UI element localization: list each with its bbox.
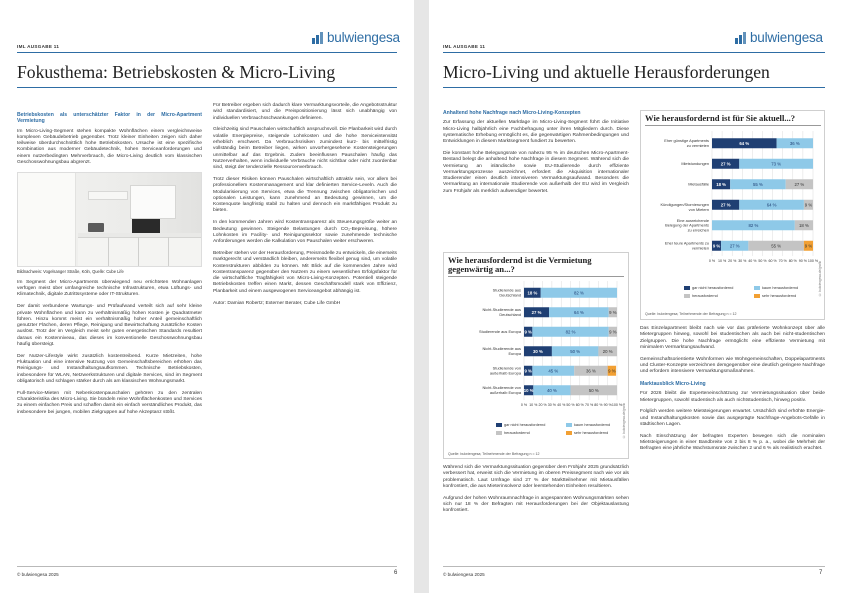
data-label: 64 % bbox=[766, 202, 777, 208]
right-column-1-bottom bbox=[443, 465, 629, 520]
page-number: 6 bbox=[394, 570, 398, 576]
legend-label: sehr herausfordernd bbox=[574, 431, 609, 435]
brand-name: bulwiengesa bbox=[327, 30, 400, 45]
page-title: Fokusthema: Betriebskosten & Micro-Living bbox=[17, 62, 336, 82]
data-label: 20 % bbox=[602, 348, 613, 354]
data-label: 64 % bbox=[739, 140, 750, 146]
data-label: 9 % bbox=[804, 202, 813, 208]
legend-label: herausfordernd bbox=[692, 294, 718, 298]
x-tick-label: 90 % bbox=[603, 403, 612, 407]
paragraph: Für 2026 bleibt die Experteneinschätzung zur Vermietungssituation über beide Mietergruppen, sowohl studentisch als auch nichtstudentisch, hinweg positiv. bbox=[640, 391, 825, 403]
data-label: 9 % bbox=[609, 329, 617, 335]
chart-credit: © bulwiengesa.de/grafik bbox=[622, 403, 626, 439]
x-tick-label: 100 % bbox=[611, 403, 623, 407]
footer-copyright: © bulwiengesa 2025 bbox=[17, 572, 59, 577]
data-label: 18 % bbox=[527, 290, 538, 296]
x-tick-label: 80 % bbox=[788, 259, 797, 263]
category-label: Kündigungen/Stornierungen bbox=[660, 202, 709, 208]
legend-item bbox=[566, 431, 608, 435]
legend-swatch bbox=[754, 286, 760, 290]
data-label: 30 % bbox=[533, 348, 543, 354]
header-rule bbox=[443, 52, 825, 53]
category-label: Nicht-Studierende aus bbox=[482, 346, 521, 352]
legend-label: gar nicht herausfordernd bbox=[692, 286, 734, 290]
page-title: Micro-Living und aktuelle Herausforderungen bbox=[443, 62, 770, 82]
category-label: Mietstundungen bbox=[681, 161, 709, 167]
data-label: 9 % bbox=[524, 368, 532, 374]
data-label: 45 % bbox=[548, 368, 559, 374]
x-tick-label: 20 % bbox=[728, 259, 737, 263]
paragraph: Nach Einschätzung der befragten Experten bewegen sich die nominalen Mietsteigerungen in einer Bandbreite von 2 bis 8 % p. a., wobei die Mehrheit der Befragten eine jährliche Wachstumsrate zwischen 2 und 6 % als realistisch erachtet. bbox=[640, 433, 825, 452]
paragraph: Der damit verbundene Wartungs- und Prüfaufwand verteilt sich auf sehr kleine private Wohnflächen und kann zu verhältnismäßig hohen Kosten je Quadratmeter führen. Hinzu kommt meist ein verhältnismäßig hoher Anteil gemeinschaftlich genutzter Flächen, deren Pflege, Reinigung und Bewirtschaftung zusätzliche Kosten auslöst. Trotz der im Vergleich meist sehr guten energetischen Standards resultiert daraus ein Kostenniveau, das dieses im konventionelle Geschosswohnungsbau häufig übersteigt. bbox=[17, 304, 202, 348]
right-column-1-top bbox=[443, 110, 629, 201]
x-tick-label: 100 % bbox=[807, 259, 819, 263]
legend-label: kaum herausfordernd bbox=[574, 423, 611, 427]
data-label: 36 % bbox=[789, 140, 800, 146]
issue-label: IML AUSGABE 11 bbox=[17, 44, 60, 49]
data-label: 55 % bbox=[753, 181, 763, 187]
paragraph: Im Segment der Micro-Apartments überwiegend neu errichteten Wohnanlagen verfügen meist über umfangreiche technische Infrastrukturen, etwa Lüftungs- und Klimatechnik, digitale Zutrittssysteme oder IT-Strukturen. bbox=[17, 279, 202, 298]
category-label: Mietausfälle bbox=[688, 181, 709, 187]
x-tick-label: 50 % bbox=[758, 259, 767, 263]
legend-label: sehr herausfordernd bbox=[762, 294, 797, 298]
x-tick-label: 40 % bbox=[748, 259, 757, 263]
brand-name: bulwiengesa bbox=[750, 30, 823, 45]
chart-vermietung bbox=[443, 252, 629, 459]
x-tick-label: 60 % bbox=[575, 403, 584, 407]
legend-label: kaum herausfordernd bbox=[762, 286, 799, 290]
legend-item bbox=[684, 286, 733, 290]
section-heading: Anhaltend hohe Nachfrage nach Micro-Living-Konzepten bbox=[443, 110, 581, 116]
data-label: 64 % bbox=[573, 309, 584, 315]
footer-rule bbox=[443, 566, 825, 567]
x-tick-label: 90 % bbox=[798, 259, 808, 263]
category-label: Nicht-Studierende von bbox=[482, 385, 521, 391]
legend-swatch bbox=[496, 423, 502, 427]
paragraph: Während sich die Vermarktungssituation gegenüber dem Frühjahr 2025 grundsätzlich verbessert hat, erweist sich die Vermietung im oberen Preissegment nach wie vor als problematisch. Laut Umfrage sind 27 % der Marktteilnehmer mit Mietausfällen konfrontiert, die aus Mieterinsolvenz oder leerstehenden Einheiten resultieren. bbox=[443, 465, 629, 489]
legend-swatch bbox=[684, 286, 690, 290]
legend-item bbox=[496, 431, 530, 435]
x-tick-label: 40 % bbox=[557, 403, 566, 407]
category-label: zu erreichen bbox=[687, 227, 709, 233]
category-label: von Mietern bbox=[688, 206, 709, 212]
data-label: 50 % bbox=[570, 348, 581, 354]
category-label: außerhalb Europa bbox=[489, 370, 521, 376]
legend-item bbox=[684, 294, 718, 298]
x-tick-label: 80 % bbox=[594, 403, 603, 407]
legend-item bbox=[496, 423, 545, 427]
section-heading: Betriebskosten als unterschätzter Faktor in der Micro-Apartment Vermietung bbox=[17, 112, 202, 125]
chart-credit: © bulwiengesa.de/grafik bbox=[818, 261, 822, 297]
x-tick-label: 0 % bbox=[520, 403, 528, 407]
category-label: Eher günstige Apartments bbox=[664, 138, 709, 144]
bulwiengesa-logo-icon bbox=[735, 32, 747, 44]
data-label: 9 % bbox=[608, 368, 616, 374]
issue-label: IML AUSGABE 11 bbox=[443, 44, 486, 49]
data-label: 82 % bbox=[565, 329, 576, 335]
footer-rule bbox=[17, 566, 397, 567]
x-tick-label: 0 % bbox=[708, 259, 716, 263]
paragraph: In den kommenden Jahren wird Kostentransparenz als Steuerungsgröße weiter an Bedeutung gewinnen. Steigende Belastungen durch CO₂-Bepreisung, höhere Lohnkosten im Facility- und Reinigungssektor sowie zunehmende technische Anforderungen werden die Kalkulation von Pauschalen weiter erschweren. bbox=[213, 220, 397, 245]
section-heading: Marktausblick Micro-Living bbox=[640, 381, 706, 388]
category-label: außerhalb Europa bbox=[489, 389, 521, 395]
category-label: Studierende aus Europa bbox=[479, 329, 521, 335]
x-tick-label: 70 % bbox=[584, 403, 594, 407]
title-rule bbox=[17, 87, 397, 88]
left-column-1 bbox=[17, 112, 202, 422]
paragraph: Zur Erfassung der aktuellen Marktlage im Micro-Living-Segment führt die Initiative Micro-Living halbjährlich eine Fachbefragung unter ihren Mitgliedern durch. Diese systematische Erhebung ermöglicht es, die gegenwärtigen Rahmenbedingungen und Entwicklungen in diesem Marktsegment fundiert zu bewerten. bbox=[443, 120, 629, 145]
data-label: 18 % bbox=[716, 181, 726, 187]
chart-source: Quelle: bulwiengesa; Teilnehmende der Befragung n = 12 bbox=[645, 312, 737, 316]
data-label: 9 % bbox=[609, 309, 617, 315]
legend-label: herausfordernd bbox=[504, 431, 530, 435]
header-rule bbox=[17, 52, 397, 53]
paragraph: Das Einzelapartment bleibt nach wie vor das präferierte Wohnkonzept über alle Mietergruppen hinweg, sowohl bei studentischen als auch bei nicht-studentischen Zielgruppen. Die hohe Nachfrage ermöglicht eine effiziente Vermietung mit minimalem Vermarktungsaufwand. bbox=[640, 326, 825, 350]
legend-swatch bbox=[496, 431, 502, 435]
category-label: Eine ausreichende bbox=[676, 217, 709, 223]
paragraph: Für Betreiber ergeben sich dadurch klare Vermarktungsvorteile, die Angebotsstruktur wird standardisiert, und die Preispositionierung lässt sich unabhängig von individuellen Verbrauchsschwankungen definieren. bbox=[213, 103, 397, 121]
legend-swatch bbox=[566, 431, 572, 435]
data-label: 82 % bbox=[573, 290, 584, 296]
category-label: Studierende aus bbox=[492, 287, 521, 293]
paragraph: Der Nutzer-Lifestyle wirkt zusätzlich kostentreibend. Kurze Mietzeiten, hohe Fluktuation und eine intensive Nutzung von Gemeinschaftsbereichen erhöhen das Reinigungs- und Instandhaltungsaufkommen. Technische Betriebskosten, insbesondere für WLAN, Netzwerkstrukturen und digitale Services, sind im Segment obligatorisch und schlagen stärker durch als am klassischen Wohnungsmarkt. bbox=[17, 353, 202, 385]
category-label: Nicht-Studierende aus bbox=[482, 307, 521, 313]
x-tick-label: 20 % bbox=[538, 403, 547, 407]
x-tick-label: 30 % bbox=[738, 259, 747, 263]
footer-copyright: © bulwiengesa 2025 bbox=[443, 572, 485, 577]
x-tick-label: 10 % bbox=[529, 403, 538, 407]
legend-swatch bbox=[754, 294, 760, 298]
category-label: vermieten bbox=[691, 245, 709, 251]
x-tick-label: 50 % bbox=[566, 403, 575, 407]
category-label: Belegung der Apartments bbox=[665, 222, 709, 228]
left-column-2 bbox=[213, 103, 397, 312]
photo-caption: Bildnachweis: Vogelsanger Straße, Köln, Quelle: Cube Life bbox=[17, 268, 124, 274]
data-label: 27 % bbox=[531, 309, 542, 315]
legend-swatch bbox=[566, 423, 572, 427]
x-tick-label: 70 % bbox=[778, 259, 787, 263]
data-label: 9 % bbox=[804, 243, 813, 249]
apartment-photo bbox=[17, 172, 202, 267]
page-number: 7 bbox=[819, 570, 823, 576]
chart-source: Quelle: bulwiengesa; Teilnehmende der Befragung n = 12 bbox=[448, 452, 540, 456]
paragraph: Folglich werden weitere Mietsteigerungen erwartet. Ursächlich sind erhöhte Energie- und Instandhaltungskosten sowie das ausgeprägte Nachfrage-Angebots-Gefälle in städtischen Lagen. bbox=[640, 409, 825, 428]
data-label: 27 % bbox=[794, 181, 805, 187]
bulwiengesa-logo-icon bbox=[312, 32, 324, 44]
legend-item bbox=[754, 294, 796, 298]
data-label: 55 % bbox=[771, 243, 782, 249]
chart-title: Wie herausfordernd ist für Sie aktuell...? bbox=[645, 113, 796, 123]
data-label: 50 % bbox=[588, 387, 599, 393]
data-label: 82 % bbox=[748, 222, 759, 228]
title-rule bbox=[443, 87, 825, 88]
data-label: 27 % bbox=[720, 202, 731, 208]
legend-item bbox=[754, 286, 798, 290]
brand-logo bbox=[735, 30, 823, 45]
category-label: Studierende von bbox=[492, 365, 521, 371]
x-tick-label: 60 % bbox=[768, 259, 777, 263]
paragraph: Im Micro-Living-Segment stehen kompakte Wohnflächen einem vergleichsweise komplexen Gebäudebetrieb gegenüber. Trotz kleiner Einheiten zeigen sich daher teilweise überdurchschnittlich hohe Betriebskosten. Ursache ist eine spezifische Kombination aus moderner Gebäudetechnik, hohen Serviceanforderungen und einem nutzerbedingten Mehrverbrauch, die Micro-Living deutlich vom klassischen Geschosswohnungsbau abgrenzt. bbox=[17, 128, 202, 166]
data-label: 36 % bbox=[586, 368, 596, 374]
x-tick-label: 10 % bbox=[717, 259, 727, 263]
category-label: Eher teure Apartments zu bbox=[664, 240, 709, 246]
legend-item bbox=[566, 423, 610, 427]
paragraph: Die konstant hohe Belegungsrate von nahezu 95 % im deutschen Micro-Apartment-Bestand belegt die anhaltend hohe Nachfrage in diesem Segment. Während sich die Vermietung an inländische sowie EU-Studierende durch effiziente Vermarktungsprozesse auszeichnet, erfordert die Akquisition internationaler Studierender einen deutlich intensiveren Vermarktungsaufwand. Besonders die Vermarktung an internationale Studierende von außerhalb der EU wird im Vergleich zum Frühjahr als merklich aufwendiger bewertet. bbox=[443, 150, 629, 194]
paragraph: Aufgrund der hohen Wohnraumnachfrage in angespannten Wohnungsmärkten sehen sich nur 18 % der Befragten mit Herausforderungen bei der Objektauslastung konfrontiert. bbox=[443, 495, 629, 514]
paragraph: Full-Service-Mieten mit Nebenkostenpauschalen gehören zu den zentralen Charakteristika des Micro-Living. Sie bündeln reine Wohnflächenkosten und Services zu einem einfachen Preis und schaffen damit ein einfach verständliches Produkt, das insbesondere bei jungen, mobilen Zielgruppen auf hohe Akzeptanz stößt. bbox=[17, 390, 202, 415]
brand-logo bbox=[312, 30, 400, 45]
category-label: Deutschland bbox=[499, 292, 521, 298]
page-right bbox=[429, 0, 843, 593]
chart-herausforderungen bbox=[640, 110, 825, 320]
data-label: 9 % bbox=[712, 243, 721, 249]
paragraph: Gemeinschaftsorientierte Wohnformen wie Wohngemeinschaften, Doppelapartments und Cluster-Konzepte verzeichnen demgegenüber eine deutlich geringere Nachfrage und erfordern intensivere Vermarktungsmaßnahmen. bbox=[640, 356, 825, 375]
data-label: 9 % bbox=[524, 329, 532, 335]
paragraph: Betreiber stehen vor der Herausforderung, Preismodelle zu entwickeln, die einerseits marktgerecht und verständlich bleiben, andererseits flexibel genug sind, um volatile Kostenstrukturen abbilden zu können. Mit Blick auf die kommenden Jahre wird Kostentransparenz gegenüber den Nutzern zu einem wesentlichen Erfolgsfaktor für die wirtschaftliche Tragfähigkeit von Micro-Living-Konzepten. Potentiell steigende Betriebskosten treffen einen Markt, dessen Geschäftsmodell stark von Effizienz, Planbarkeit und einem ausgewogenen Serviceangebot abhängig ist. bbox=[213, 250, 397, 294]
data-label: 73 % bbox=[771, 161, 782, 167]
category-label: Europa bbox=[508, 350, 521, 356]
page-left bbox=[0, 0, 414, 593]
data-label: 27 % bbox=[720, 161, 731, 167]
chart-title: Wie herausfordernd ist die Vermietung gegenwärtig an...? bbox=[448, 255, 592, 275]
category-label: zu vermieten bbox=[686, 142, 709, 148]
legend-swatch bbox=[684, 294, 690, 298]
data-label: 27 % bbox=[729, 243, 740, 249]
category-label: Deutschland bbox=[499, 311, 521, 317]
legend-label: gar nicht herausfordernd bbox=[504, 423, 546, 427]
data-label: 18 % bbox=[799, 222, 809, 228]
paragraph: Trotz dieser Risiken können Pauschalen wirtschaftlich attraktiv sein, vor allem bei professionellem Kostenmanagement und klar definierten Service-Leveln. Auch die Modularisierung von Services, etwa die Trennung zwischen obligatorischen und optionalen Leistungen, kann zunehmend an Bedeutung gewinnen, um die Kostenquote langfristig stabil zu halten und dennoch ein marktfähiges Produkt zu bieten. bbox=[213, 176, 397, 214]
data-label: 40 % bbox=[547, 387, 557, 393]
chart-plot bbox=[444, 253, 629, 459]
x-tick-label: 30 % bbox=[547, 403, 557, 407]
right-column-2 bbox=[640, 326, 825, 458]
paragraph: Gleichzeitig sind Pauschalen wirtschaftlich anspruchsvoll. Die Planbarkeit wird durch volatile Energiepreise, steigende Lohnkosten und die hohe Serviceintensität erheblich erschwert. Da Verbrauchsrisiken zumindest kurz- bis mittelfristig vollständig beim Betreiber liegen, wirken unvorhergesehene Kostensteigerungen unmittelbar auf das Ergebnis. Zudem beeinflussen Pauschalen häufig das Nutzerverhalten, wenn individuelle Verbräuche nicht sichtbar oder nicht zuordenbar sind, steigt der tendenzielle Ressourcenverbrauch. bbox=[213, 127, 397, 171]
data-label: 10 % bbox=[523, 387, 534, 393]
author-line: Autor: Damian Robertz; Externer Berater, Cube Life GmbH bbox=[213, 300, 341, 306]
